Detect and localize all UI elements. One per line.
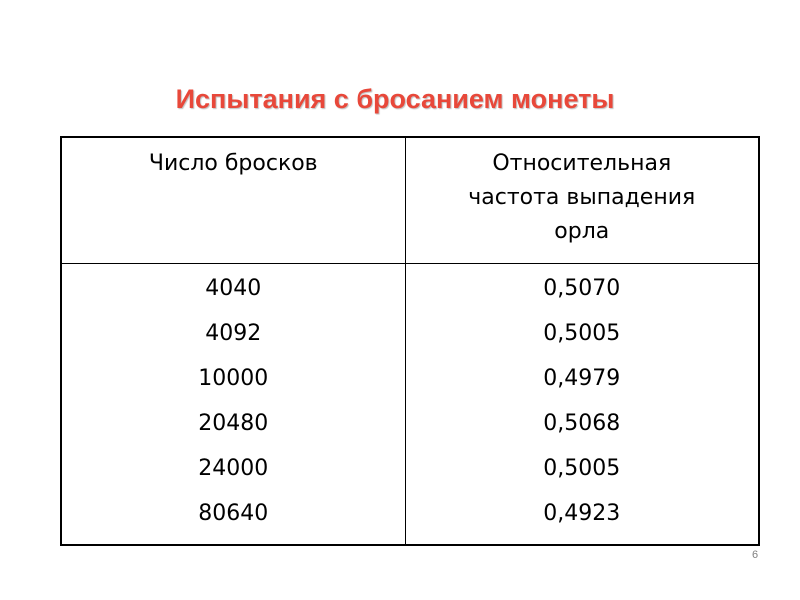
throws-value: 80640 bbox=[198, 500, 269, 526]
throws-list bbox=[62, 272, 405, 542]
table-header-row bbox=[61, 137, 759, 263]
frequency-list bbox=[406, 272, 758, 542]
column-header-throws bbox=[61, 137, 405, 263]
frequency-value: 0,5005 bbox=[543, 455, 621, 481]
slide-page-number: 6 bbox=[752, 549, 759, 561]
frequency-value: 0,5005 bbox=[543, 320, 621, 346]
frequency-value: 0,4923 bbox=[543, 500, 621, 526]
table-body-row bbox=[61, 263, 759, 545]
frequency-value: 0,4979 bbox=[543, 365, 621, 391]
throws-value: 4040 bbox=[205, 275, 262, 301]
throws-value: 4092 bbox=[205, 320, 262, 346]
throws-cell bbox=[61, 263, 405, 545]
coin-toss-table bbox=[60, 136, 760, 546]
frequency-value: 0,5068 bbox=[543, 410, 621, 436]
frequency-cell bbox=[405, 263, 759, 545]
throws-value: 10000 bbox=[198, 365, 269, 391]
column-header-frequency bbox=[405, 137, 759, 263]
column-header-throws-label: Число бросков bbox=[148, 151, 318, 176]
slide-title: Испытания с бросанием монеты bbox=[175, 84, 615, 114]
throws-value: 24000 bbox=[198, 455, 269, 481]
throws-value: 20480 bbox=[198, 410, 269, 436]
frequency-value: 0,5070 bbox=[543, 275, 621, 301]
column-header-frequency-label: Относительная частота выпадения орла bbox=[468, 151, 696, 244]
